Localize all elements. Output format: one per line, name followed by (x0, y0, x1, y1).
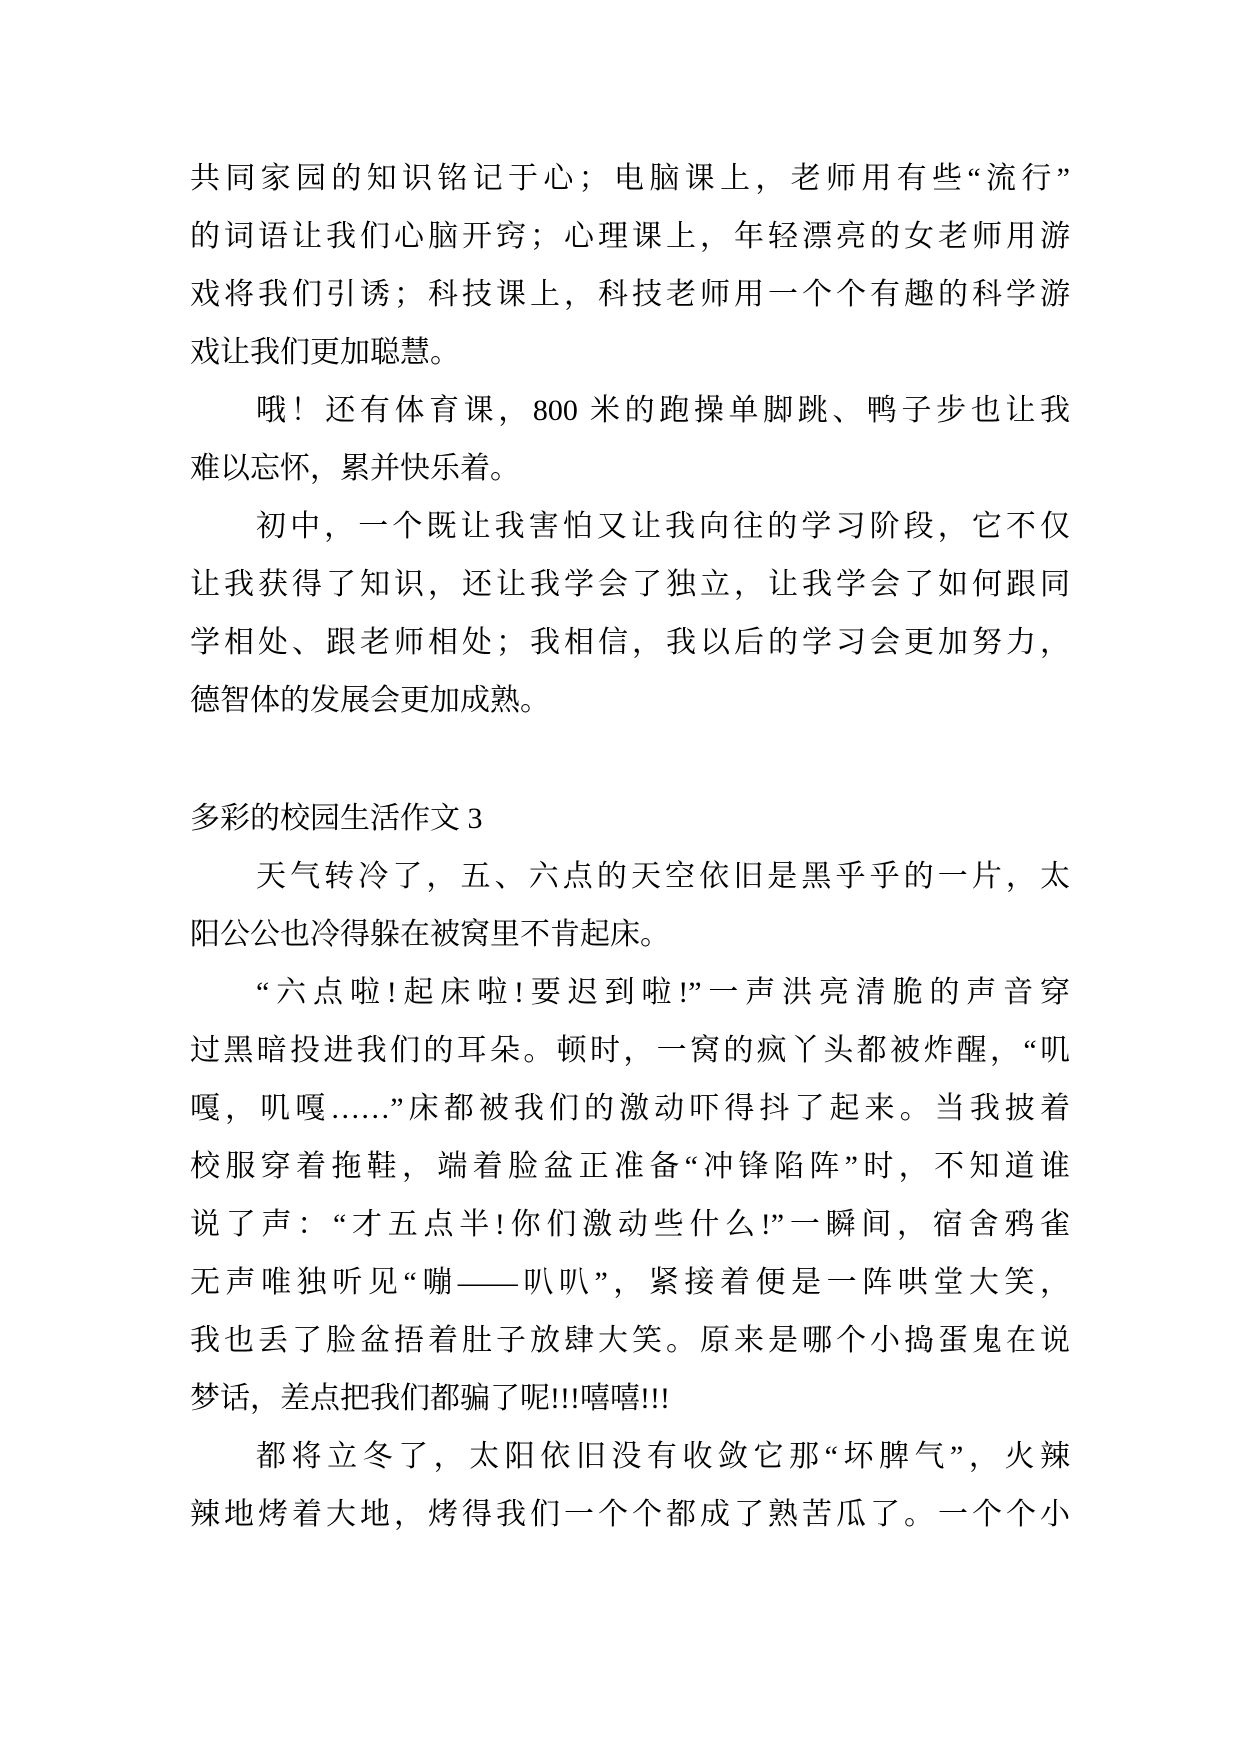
text-line: 德智体的发展会更加成熟。 (190, 684, 550, 717)
text-line: 都将立冬了，太阳依旧没有收敛它那“坏脾气”，火辣 (256, 1440, 1070, 1473)
text-line: 难以忘怀，累并快乐着。 (190, 452, 520, 485)
paragraph (190, 848, 1070, 964)
text-line: 学相处、跟老师相处；我相信，我以后的学习会更加努力， (190, 626, 1070, 659)
text-line: 的词语让我们心脑开窍；心理课上，年轻漂亮的女老师用游 (190, 220, 1070, 253)
paragraph (190, 1428, 1070, 1544)
text-line: 校服穿着拖鞋，端着脸盆正准备“冲锋陷阵”时，不知道谁 (190, 1150, 1070, 1183)
text-line: 初中，一个既让我害怕又让我向往的学习阶段，它不仅 (256, 510, 1070, 543)
text-line: 戏将我们引诱；科技课上，科技老师用一个个有趣的科学游 (190, 278, 1070, 311)
paragraph (190, 150, 1070, 382)
text-line: 戏让我们更加聪慧。 (190, 336, 460, 369)
text-line: 说了声：“才五点半!你们激动些什么!”一瞬间，宿舍鸦雀 (190, 1208, 1070, 1241)
text-line: 让我获得了知识，还让我学会了独立，让我学会了如何跟同 (190, 568, 1070, 601)
text-line: 嘎，叽嘎……”床都被我们的激动吓得抖了起来。当我披着 (190, 1092, 1070, 1125)
section-heading: 多彩的校园生活作文 3 (190, 802, 483, 835)
paragraph (190, 964, 1070, 1428)
text-line: 我也丢了脸盆捂着肚子放肆大笑。原来是哪个小捣蛋鬼在说 (190, 1324, 1070, 1357)
text-line: 无声唯独听见“嘣——叭叭”，紧接着便是一阵哄堂大笑， (190, 1266, 1070, 1299)
text-line: 梦话，差点把我们都骗了呢!!!嘻嘻!!! (190, 1382, 670, 1415)
document-body (190, 150, 1070, 1544)
text-line: 过黑暗投进我们的耳朵。顿时，一窝的疯丫头都被炸醒，“叽 (190, 1034, 1070, 1067)
text-line: 辣地烤着大地，烤得我们一个个都成了熟苦瓜了。一个个小 (190, 1498, 1070, 1531)
text-line: 共同家园的知识铭记于心；电脑课上，老师用有些“流行” (190, 162, 1070, 195)
text-line: 阳公公也冷得躲在被窝里不肯起床。 (190, 918, 670, 951)
paragraph (190, 498, 1070, 730)
paragraph (190, 382, 1070, 498)
text-line: “六点啦!起床啦!要迟到啦!”一声洪亮清脆的声音穿 (256, 976, 1070, 1009)
text-line: 哦！还有体育课，800 米的跑操单脚跳、鸭子步也让我 (256, 394, 1070, 427)
text-line: 天气转冷了，五、六点的天空依旧是黑乎乎的一片，太 (256, 860, 1070, 893)
